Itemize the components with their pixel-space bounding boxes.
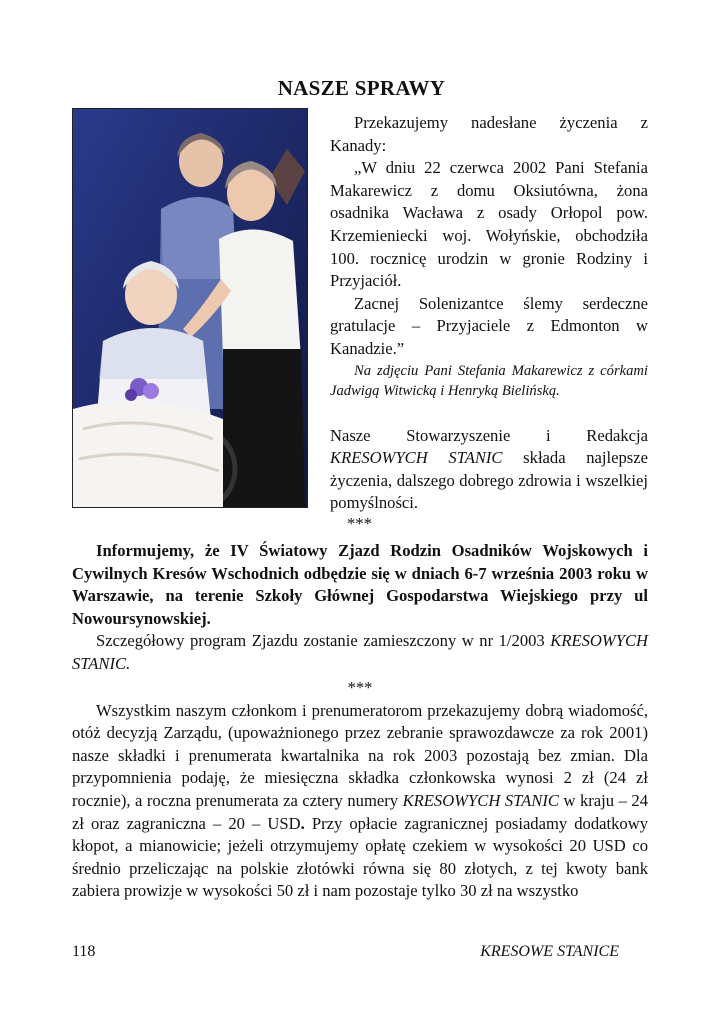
right-column: [330, 112, 648, 533]
congrats-paragraph: Zacnej Solenizantce ślemy serdeczne gratulacje – Przyjaciele z Edmonton w Kanadzie.”: [330, 293, 648, 358]
fees-text-3: Przy opłacie zagranicznej posiadamy dodatkowy kłopot, a mianowicie; jeżeli otrzymujemy opłatę czekiem w wysokości 20 USD co średnio przeliczając na polskie złotówki równa się 80 złotych, z tej kwoty bank zabiera prowizje w wysokości 50 zł i nam pozostaje tylko 30 zł na wszystko: [72, 813, 648, 901]
magazine-footer: KRESOWE STANICE: [480, 943, 619, 960]
fees-paragraph: [72, 700, 648, 903]
page-title: NASZE SPRAWY: [277, 76, 446, 100]
page-number: 118: [72, 943, 96, 960]
program-text: Szczegółowy program Zjazdu zostanie zamieszczony w nr 1/2003: [96, 631, 551, 651]
fees-text-2: w kraju – 24 zł oraz zagraniczna – 20 – USD: [72, 790, 648, 833]
program-paragraph: [72, 630, 648, 675]
intro-paragraph: Przekazujemy nadesłane życzenia z Kanady:: [330, 113, 648, 155]
fees-text-1: Wszystkim naszym członkom i prenumeratorom przekazujemy dobrą wiadomość, otóż decyzją Zarządu, (upoważnionego przez zebranie sprawozdawcze za rok 2001) nasze składki i prenumerata kwartalnika na rok 2003 pozostają bez zmian. Dla przypomnienia podaję, że miesięczna składka członkowska wynosi 2 zł (24 zł rocznie), a roczna prenumerata za cztery numery: [72, 700, 648, 810]
spacer: [330, 401, 648, 425]
photo-illustration: [73, 109, 307, 507]
wishes-text-post: składa najlepsze życzenia, dalszego dobrego zdrowia i wszelkiej pomyślności.: [330, 448, 648, 513]
congress-announcement: Informujemy, że IV Światowy Zjazd Rodzin Osadników Wojskowych i Cywilnych Kresów Wschodnich odbędzie się w dniach 6-7 września 2003 roku w Warszawie, na terenie Szkoły Głównej Gospodarstwa Wiejskiego przy ul Nowoursynowskiej.: [72, 541, 648, 628]
main-text: [72, 540, 648, 903]
fees-magazine-name: KRESOWYCH STANIC: [402, 790, 559, 810]
wishes-text-pre: Nasze Stowarzyszenie i Redakcja: [330, 425, 648, 445]
program-magazine-name: KRESOWYCH STANIC.: [72, 631, 648, 673]
quote-paragraph: „W dniu 22 czerwca 2002 Pani Stefania Makarewicz z domu Oksiutówna, żona osadnika Wacława z osady Orłopol pow. Krzemieniecki woj. Wołyńskie, obchodziła 100. rocznicę urodzin w gronie Rodziny i Przyjaciół.: [330, 158, 648, 291]
section-separator-2: ***: [347, 677, 373, 697]
section-separator: ***: [347, 513, 372, 533]
wishes-magazine-name: KRESOWYCH STANIC: [330, 448, 503, 468]
wishes-paragraph: [330, 425, 648, 515]
photo-three-women: [72, 108, 308, 508]
fees-dot: .: [300, 813, 305, 833]
photo-caption: Na zdjęciu Pani Stefania Makarewicz z córkami Jadwigą Witwicką i Henryką Bielińską.: [330, 362, 648, 399]
